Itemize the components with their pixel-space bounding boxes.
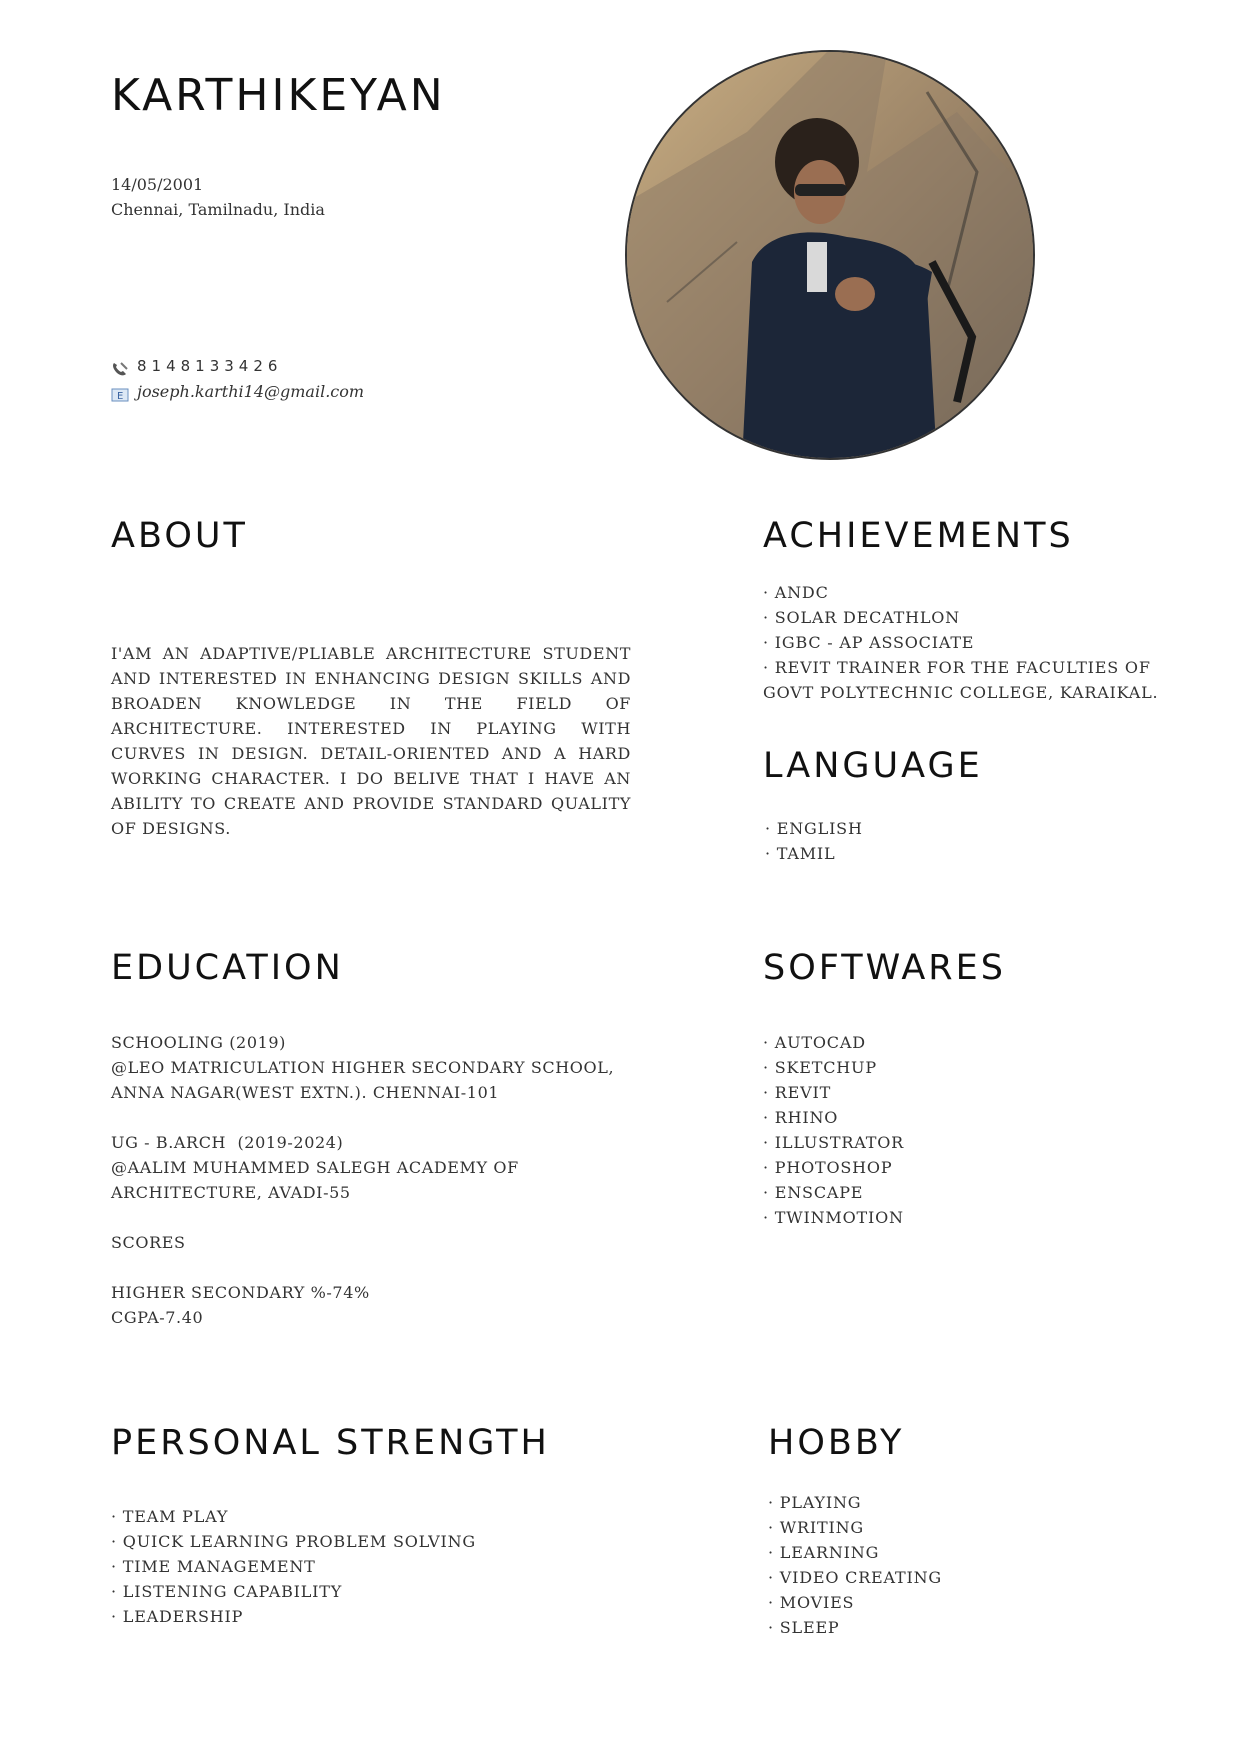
list-item: · SKETCHUP bbox=[763, 1055, 904, 1080]
hobby-heading: HOBBY bbox=[768, 1423, 905, 1463]
list-item: · LEARNING bbox=[768, 1540, 942, 1565]
list-item: · WRITING bbox=[768, 1515, 942, 1540]
list-item: · IGBC - AP ASSOCIATE bbox=[763, 630, 1173, 655]
language-heading: LANGUAGE bbox=[763, 746, 983, 786]
candidate-name: KARTHIKEYAN bbox=[111, 70, 446, 121]
language-list bbox=[765, 816, 863, 866]
schooling-place: @LEO MATRICULATION HIGHER SECONDARY SCHOOL, ANNA NAGAR(WEST EXTN.). CHENNAI-101 bbox=[111, 1058, 615, 1102]
cgpa-score: CGPA-7.40 bbox=[111, 1308, 204, 1327]
list-item: · ANDC bbox=[763, 580, 1173, 605]
list-item: · PHOTOSHOP bbox=[763, 1155, 904, 1180]
list-item: · AUTOCAD bbox=[763, 1030, 904, 1055]
list-item: · LEADERSHIP bbox=[111, 1604, 476, 1629]
about-text: I'AM AN ADAPTIVE/PLIABLE ARCHITECTURE STUDENT AND INTERESTED IN ENHANCING DESIGN SKILLS AND BROADEN KNOWLEDGE IN THE FIELD OF ARCHITECTURE. INTERESTED IN PLAYING WITH CURVES IN DESIGN. DETAIL-ORIENTED AND A HARD WORKING CHARACTER. I DO BELIVE THAT I HAVE AN ABILITY TO CREATE AND PROVIDE STANDARD QUALITY OF DESIGNS. bbox=[111, 644, 631, 838]
date-of-birth: 14/05/2001 bbox=[111, 175, 204, 194]
phone-icon bbox=[111, 359, 129, 375]
education-heading: EDUCATION bbox=[111, 948, 344, 988]
softwares-heading: SOFTWARES bbox=[763, 948, 1006, 988]
svg-text:E: E bbox=[117, 390, 124, 402]
personal-details bbox=[111, 172, 325, 222]
education-details bbox=[111, 1030, 646, 1330]
list-item: · TAMIL bbox=[765, 841, 863, 866]
email-row bbox=[111, 379, 364, 404]
about-heading: ABOUT bbox=[111, 516, 248, 556]
hobby-list bbox=[768, 1490, 942, 1640]
list-item: · TWINMOTION bbox=[763, 1205, 904, 1230]
list-item: · VIDEO CREATING bbox=[768, 1565, 942, 1590]
email-address[interactable]: joseph.karthi14@gmail.com bbox=[137, 382, 365, 401]
list-item: · ENSCAPE bbox=[763, 1180, 904, 1205]
list-item: · REVIT TRAINER FOR THE FACULTIES OF GOVT POLYTECHNIC COLLEGE, KARAIKAL. bbox=[763, 655, 1173, 705]
email-icon bbox=[111, 384, 129, 400]
schooling-label: SCHOOLING (2019) bbox=[111, 1033, 287, 1052]
list-item: · TEAM PLAY bbox=[111, 1504, 476, 1529]
list-item: · SLEEP bbox=[768, 1615, 942, 1640]
phone-row bbox=[111, 354, 364, 379]
strength-heading: PERSONAL STRENGTH bbox=[111, 1423, 550, 1463]
ug-label: UG - B.ARCH (2019-2024) bbox=[111, 1133, 344, 1152]
contact-info bbox=[111, 354, 364, 404]
location: Chennai, Tamilnadu, India bbox=[111, 200, 325, 219]
list-item: · SOLAR DECATHLON bbox=[763, 605, 1173, 630]
list-item: · RHINO bbox=[763, 1105, 904, 1130]
list-item: · MOVIES bbox=[768, 1590, 942, 1615]
phone-number[interactable]: 8148133426 bbox=[137, 357, 283, 375]
achievements-heading: ACHIEVEMENTS bbox=[763, 516, 1074, 556]
list-item: · ENGLISH bbox=[765, 816, 863, 841]
achievements-list bbox=[763, 580, 1173, 705]
list-item: · TIME MANAGEMENT bbox=[111, 1554, 476, 1579]
ug-place: @AALIM MUHAMMED SALEGH ACADEMY OF ARCHITECTURE, AVADI-55 bbox=[111, 1158, 519, 1202]
list-item: · REVIT bbox=[763, 1080, 904, 1105]
list-item: · QUICK LEARNING PROBLEM SOLVING bbox=[111, 1529, 476, 1554]
higher-secondary-score: HIGHER SECONDARY %-74% bbox=[111, 1283, 370, 1302]
scores-label: SCORES bbox=[111, 1233, 186, 1252]
profile-photo bbox=[625, 50, 1035, 460]
list-item: · ILLUSTRATOR bbox=[763, 1130, 904, 1155]
strength-list bbox=[111, 1504, 476, 1629]
softwares-list bbox=[763, 1030, 904, 1230]
list-item: · LISTENING CAPABILITY bbox=[111, 1579, 476, 1604]
list-item: · PLAYING bbox=[768, 1490, 942, 1515]
